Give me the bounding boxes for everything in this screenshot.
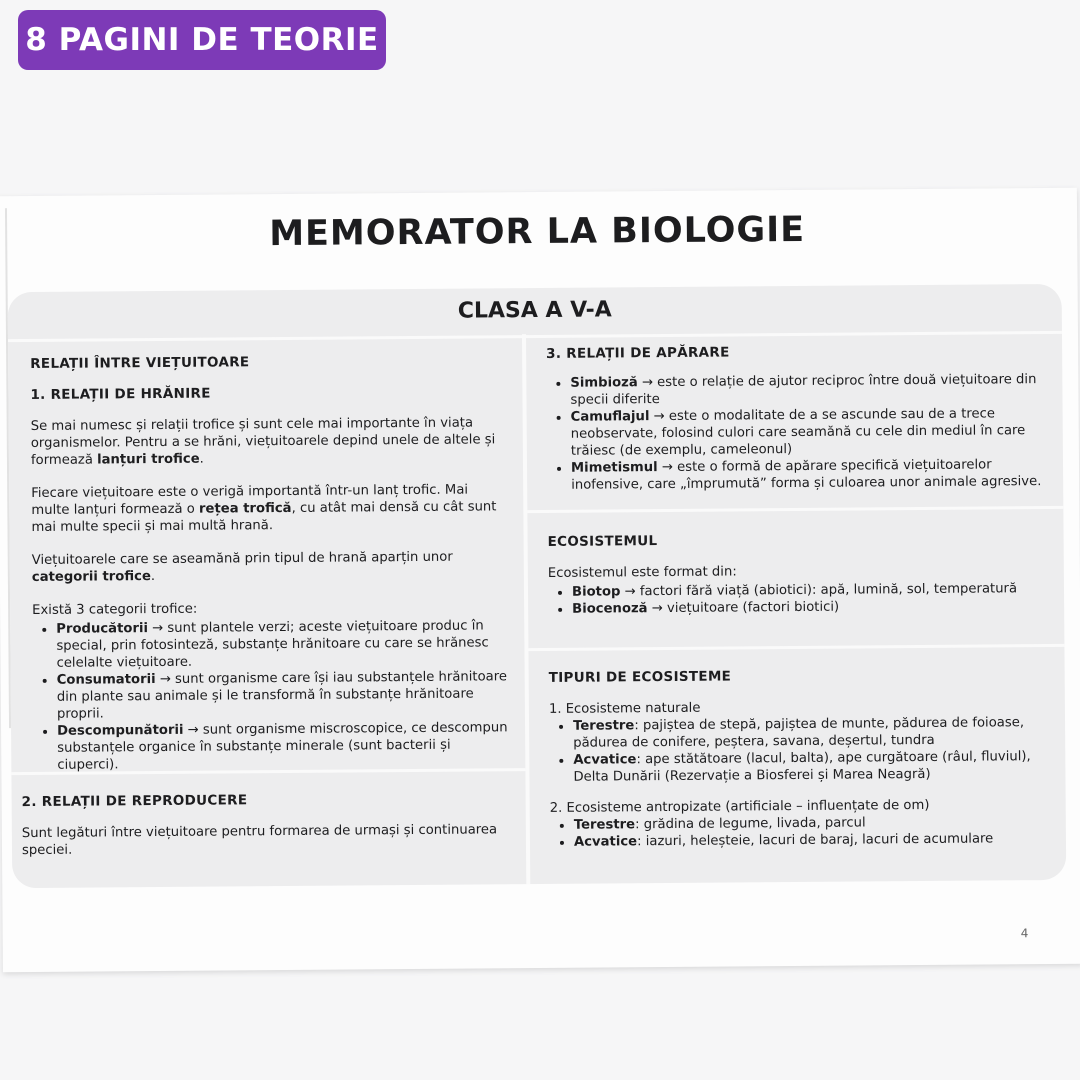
list-item: • Terestre: grădina de legume, livada, parcul: [574, 813, 1050, 834]
booklet-page: [0, 188, 1080, 972]
list-item: • Camuflajul → este o modalitate de a se ascunde sau de a trece neobservate, folosind culori care seamănă cu cele din mediul în care trăiesc (de exemplu, cameleonul): [571, 405, 1047, 460]
list-item: • Descompunătorii → sunt organisme miscroscopice, ce descompun substanțele organice în substanțe minerale (sunt bacterii și ciuperci).: [57, 719, 511, 774]
list-item: • Mimetismul → este o formă de apărare specifică viețuitoarelor inofensive, care „împrumută” forma și culoarea unor animale agresive.: [571, 456, 1047, 494]
section-divider: [527, 506, 1063, 513]
paragraph: Fiecare viețuitoare este o verigă importantă într-un lanț trofic. Mai multe lanțuri formează o rețea trofică, cu atât mai densă cu cât sunt mai multe specii și mai multă hrană.: [31, 482, 497, 535]
list-item: • Producătorii → sunt plantele verzi; aceste viețuitoare produc în special, prin fotosinteză, substanțe hrănitoare cu care se hrănesc celelalte viețuitoare.: [56, 617, 510, 672]
section-heading: TIPURI DE ECOSISTEME: [548, 668, 732, 686]
group-title: 2. Ecosisteme antropizate (artificiale – influențate de om): [549, 797, 930, 816]
section-ecosystem: [548, 530, 1049, 618]
ecosystem-components-list: [548, 580, 1048, 618]
section-heading: 3. RELAȚII DE APĂRARE: [546, 344, 730, 362]
paragraph: Sunt legături între viețuitoare pentru formarea de urmași și continuarea speciei.: [21, 822, 498, 859]
list-item: • Biotop → factori fără viață (abiotici): apă, lumină, sol, temperatură: [572, 580, 1048, 601]
class-subtitle: CLASA A V-A: [457, 297, 612, 324]
section-heading: ECOSISTEMUL: [547, 533, 658, 550]
list-item: • Simbioză → este o relație de ajutor reciproc între două viețuitoare din specii diferite: [570, 371, 1046, 409]
section-heading: 1. RELAȚII DE HRĂNIRE: [30, 385, 211, 403]
paragraph: Se mai numesc și relații trofice și sunt cele mai importante în viața organismelor. Pentru a se hrăni, viețuitoarele depind unele de altele și formează lanțuri trofice.: [30, 415, 496, 468]
page-number: 4: [1020, 926, 1029, 941]
column-divider: [522, 334, 530, 884]
paragraph: Viețuitoarele care se aseamănă prin tipul de hrană aparțin unor categorii trofice.: [31, 549, 453, 585]
list-item: • Consumatorii → sunt organisme care își iau substanțele hrănitoare din plante sau animale și le transformă în substanțe hrănitoare proprii.: [57, 668, 511, 723]
section-divider: [8, 331, 1062, 342]
content-card: [8, 284, 1067, 888]
anthropized-ecosystems-list: [550, 813, 1050, 851]
document-title: MEMORATOR LA BIOLOGIE: [269, 209, 806, 255]
section-main-heading: RELAȚII ÎNTRE VIEȚUITOARE: [30, 354, 250, 372]
section-defense-relations: [546, 342, 1047, 494]
list-item: • Acvatice: iazuri, heleșteie, lacuri de baraj, lacuri de acumulare: [574, 830, 1050, 851]
section-ecosystem-types: [549, 666, 1050, 851]
list-intro: Ecosistemul este format din:: [547, 564, 737, 581]
section-heading: 2. RELAȚII DE REPRODUCERE: [21, 792, 248, 811]
defense-list: [546, 371, 1047, 494]
section-divider: [528, 644, 1064, 651]
list-item: • Terestre: pajiștea de stepă, pajiștea de munte, pădurea de foioase, pădurea de conifere, peștera, savana, deșertul, tundra: [573, 714, 1049, 752]
list-item: • Biocenoză → viețuitoare (factori biotici): [572, 597, 1048, 618]
section-feeding-relations: [30, 352, 511, 774]
group-title: 1. Ecosisteme naturale: [548, 700, 701, 717]
page-count-badge: 8 PAGINI DE TEORIE: [18, 10, 386, 70]
section-reproduction: [22, 790, 513, 875]
list-item: • Acvatice: ape stătătoare (lacul, balta), ape curgătoare (râul, fluviul), Delta Dunării (Rezervație a Biosferei și Marea Neagră): [573, 748, 1049, 786]
natural-ecosystems-list: [549, 714, 1050, 786]
trophic-categories-list: [32, 617, 511, 774]
list-intro: Există 3 categorii trofice:: [32, 601, 198, 618]
